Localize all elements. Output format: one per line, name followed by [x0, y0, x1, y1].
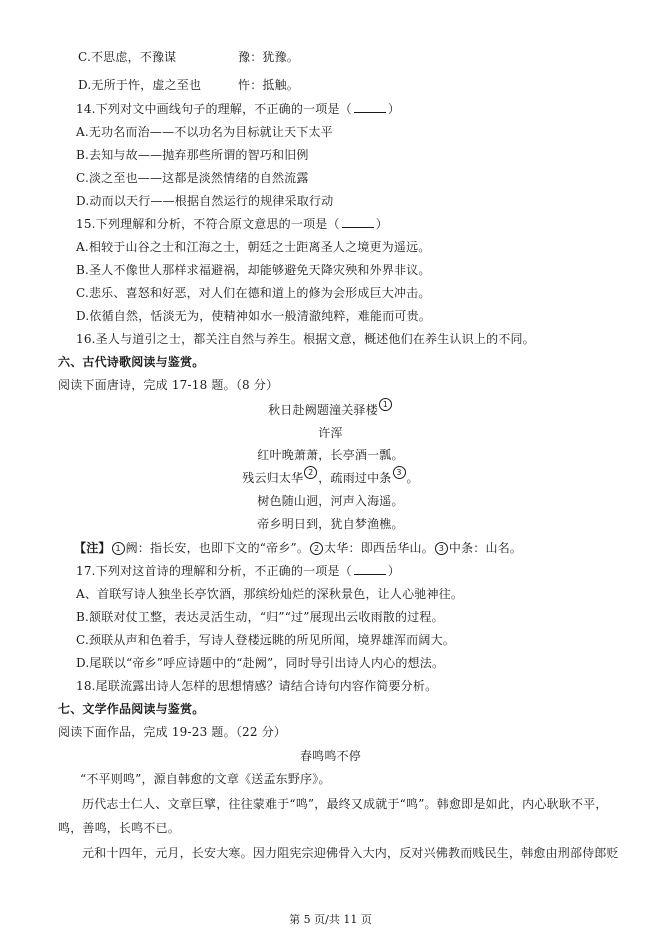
- poem-line-2-part-c: 。: [406, 471, 419, 485]
- poem-line-2-part-a: 残云归太华: [242, 471, 304, 485]
- q14-option-d-text: D.动而以天行——根据自然运行的规律采取行动: [76, 194, 334, 208]
- poem-author-text: 许浑: [318, 426, 343, 440]
- q17-option-a: [0, 583, 661, 605]
- q15-option-b-text: B.圣人不像世人那样求福避祸，却能够避免天降灾殃和外界非议。: [76, 263, 431, 277]
- q14-stem-close: ）: [387, 102, 401, 116]
- q15-option-d-text: D.依循自然，恬淡无为，使精神如水一般清澈纯粹，难能而可贵。: [76, 309, 432, 323]
- note-1-text: 阙：指长安，也即下文的“帝乡”。: [125, 541, 310, 555]
- q15-stem: [0, 213, 661, 235]
- q15-option-c: [0, 282, 661, 304]
- poem-author: [0, 422, 661, 444]
- q17-option-c-text: C.颈联从声和色着手，写诗人登楼远眺的所见所闻，境界雄浑而阔大。: [76, 633, 455, 647]
- q14-option-b-text: B.去知与故——抛弃那些所谓的智巧和旧例: [76, 148, 309, 162]
- q15-stem-text: 15.下列理解和分析，不符合原文意思的一项是（: [76, 217, 340, 231]
- q17-option-a-text: A、首联写诗人独坐长亭饮酒，那缤纷灿烂的深秋景色，让人心驰神往。: [76, 587, 464, 601]
- q14-option-a: [0, 121, 661, 143]
- q14-option-a-text: A.无功名而治——不以功名为目标就让天下太平: [76, 125, 333, 139]
- essay-paragraph-2-line-1-text: 历代志士仁人、文章巨擘，往往蒙难于“鸣”，最终又成就于“鸣”。韩愈即是如此，内心耿耿不平，: [82, 797, 608, 811]
- q16-stem: [0, 328, 661, 350]
- section6-heading: [0, 351, 661, 373]
- q13-option-c: [0, 46, 661, 68]
- q17-option-d: [0, 652, 661, 674]
- section7-heading: [0, 698, 661, 720]
- poem-notes-label: 【注】: [74, 541, 111, 555]
- essay-paragraph-1: [0, 768, 661, 790]
- section7-intro-text: 阅读下面作品，完成 19-23 题。（22 分）: [58, 725, 287, 739]
- q14-option-c-text: C.淡之至也——这都是淡然情绪的自然流露: [76, 171, 309, 185]
- q17-stem: [0, 560, 661, 582]
- q14-option-c: [0, 167, 661, 189]
- q17-stem-close: ）: [387, 564, 401, 578]
- q14-option-d: [0, 190, 661, 212]
- poem-line-3-text: 树色随山迥，河声入海遥。: [257, 494, 404, 508]
- q15-option-a: [0, 236, 661, 258]
- q17-option-d-text: D.尾联以“帝乡”呼应诗题中的“赴阙”，同时导引出诗人内心的想法。: [76, 656, 445, 670]
- note-3-text: 中条：山名。: [448, 541, 523, 555]
- q17-option-b-text: B.颔联对仗工整，表达灵活生动，“归”“过”展现出云收雨散的过程。: [76, 610, 444, 624]
- q15-option-c-text: C.悲乐、喜怒和好恶，对人们在德和道上的修为会形成巨大冲击。: [76, 286, 431, 300]
- q13-option-c-gloss: 豫：犹豫。: [238, 50, 300, 64]
- poem-title-text: 秋日赴阙题潼关驿楼: [268, 403, 378, 417]
- q15-option-a-text: A.相较于山谷之士和江海之士，朝廷之士距离圣人之境更为遥远。: [76, 240, 431, 254]
- essay-paragraph-2-line-2: [0, 817, 661, 839]
- note-1-marker: 1: [112, 542, 125, 555]
- essay-paragraph-3: [0, 842, 661, 864]
- essay-paragraph-1-text: “不平则鸣”，源自韩愈的文章《送孟东野序》。: [80, 772, 331, 786]
- q14-stem: [0, 98, 661, 120]
- q13-option-d-text: D.无所于忤，虚之至也: [78, 78, 202, 92]
- q14-option-b: [0, 144, 661, 166]
- poem-title: [0, 399, 661, 421]
- essay-title: [0, 745, 661, 767]
- answer-blank[interactable]: [354, 562, 386, 575]
- q17-option-b: [0, 606, 661, 628]
- q14-stem-text: 14.下列对文中画线句子的理解，不正确的一项是（: [76, 102, 352, 116]
- section7-intro: [0, 721, 661, 743]
- poem-notes: [0, 537, 661, 559]
- poem-line-2-part-b: ，疏雨过中条: [318, 471, 392, 485]
- essay-paragraph-2-line-2-text: 鸣，善鸣，长鸣不已。: [58, 821, 181, 835]
- q15-option-b: [0, 259, 661, 281]
- poem-line-3: [0, 490, 661, 512]
- note-3-marker: 3: [435, 542, 448, 555]
- q18-stem-text: 18.尾联流露出诗人怎样的思想情感？请结合诗句内容作简要分析。: [76, 679, 438, 693]
- poem-line-1: [0, 444, 661, 466]
- poem-line-4-text: 帝乡明日到，犹自梦渔樵。: [257, 517, 404, 531]
- section6-intro-text: 阅读下面唐诗，完成 17-18 题。（8 分）: [58, 378, 279, 392]
- note-2-marker: 2: [310, 542, 323, 555]
- poem-line-1-text: 红叶晚萧萧，长亭酒一瓢。: [257, 448, 404, 462]
- footnote-marker: 3: [393, 466, 406, 479]
- essay-title-text: 春鸣鸣不停: [299, 749, 361, 763]
- footnote-marker: 2: [304, 466, 317, 479]
- poem-line-4: [0, 513, 661, 535]
- answer-blank[interactable]: [342, 215, 374, 228]
- q17-option-c: [0, 629, 661, 651]
- q13-option-d-gloss: 忤：抵触。: [238, 78, 300, 92]
- q17-stem-text: 17.下列对这首诗的理解和分析，不正确的一项是（: [76, 564, 352, 578]
- note-2-text: 太华：即西岳华山。: [324, 541, 434, 555]
- footnote-marker: 1: [379, 398, 392, 411]
- essay-paragraph-3-text: 元和十四年，元月，长安大寒。因力阻宪宗迎佛骨入大内，反对兴佛教而贱民生，韩愈由刑部侍郎贬: [82, 846, 619, 860]
- poem-line-2: [0, 467, 661, 489]
- q16-stem-text: 16.圣人与道引之士，都关注自然与养生。根据文意，概述他们在养生认识上的不同。: [76, 332, 535, 346]
- section6-intro: [0, 374, 661, 396]
- essay-paragraph-2-line-1: [0, 793, 661, 815]
- section7-heading-text: 七、文学作品阅读与鉴赏。: [58, 702, 205, 716]
- q15-option-d: [0, 305, 661, 327]
- section6-heading-text: 六、古代诗歌阅读与鉴赏。: [58, 355, 205, 369]
- q15-stem-close: ）: [375, 217, 388, 231]
- q13-option-d: [0, 74, 661, 96]
- q13-option-c-text: C.不思虑，不豫谋: [78, 50, 177, 64]
- answer-blank[interactable]: [354, 100, 386, 113]
- q18-stem: [0, 675, 661, 697]
- page-footer: 第 5 页/共 11 页: [289, 913, 372, 926]
